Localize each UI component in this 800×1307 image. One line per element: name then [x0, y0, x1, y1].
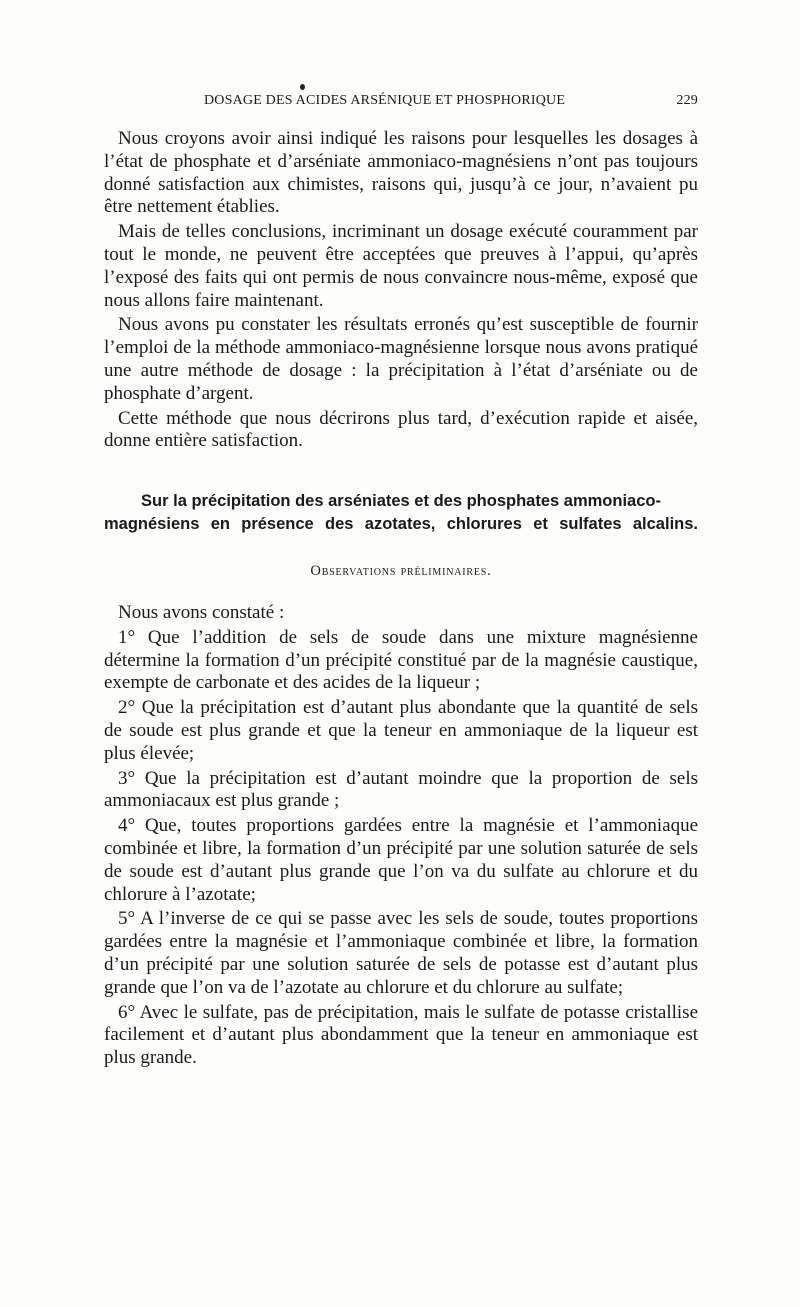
list-item: 6° Avec le sulfate, pas de précipitation, mais le sulfate de potasse cristallise facilement et d’autant plus abondamment que la teneur en ammoniaque est plus grande.	[104, 1001, 698, 1069]
list-item: 1° Que l’addition de sels de soude dans une mixture magnésienne détermine la formation d’un précipité constitué par de la magnésie caustique, exempte de carbonate et des acides de la liqueur ;	[104, 626, 698, 694]
list-item: 5° A l’inverse de ce qui se passe avec les sels de soude, toutes proportions gardées entre la magnésie et l’ammoniaque combinée et libre, la formation d’un précipité par une solution saturée de sels de potasse est d’autant plus grande que l’on va de l’azotate au chlorure et du chlorure au sulfate;	[104, 908, 698, 998]
paragraph: Nous avons pu constater les résultats erronés qu’est susceptible de fournir l’emploi de la méthode ammoniaco-magnésienne lorsque nous avons pratiqué une autre méthode de dosage : la précipitation à l’état d’arséniate ou de phosphate d’argent.	[104, 314, 698, 404]
paragraph: Cette méthode que nous décrirons plus tard, d’exécution rapide et aisée, donne entière satisfaction.	[104, 407, 698, 452]
page-number: 229	[676, 93, 698, 108]
section-heading-line: Sur la précipitation des arséniates et des phosphates ammoniaco-	[141, 492, 661, 510]
intro-text	[104, 128, 698, 455]
list-item: 4° Que, toutes proportions gardées entre la magnésie et l’ammoniaque combinée et libre, la formation d’un précipité par une solution saturée de sels de soude est d’autant plus grande que l’on va du sulfate au chlorure et du chlorure à l’azotate;	[104, 815, 698, 905]
list-item: Nous avons constaté :	[118, 602, 285, 623]
running-title: DOSAGE DES ACIDES ARSÉNIQUE ET PHOSPHORIQUE	[204, 93, 566, 108]
section-heading	[104, 490, 698, 536]
list-item: 3° Que la précipitation est d’autant moindre que la proportion de sels ammoniacaux est plus grande ;	[104, 767, 698, 812]
section-subheading	[104, 563, 698, 580]
subheading-text: Observations préliminaires.	[310, 563, 492, 579]
section-heading-line: magnésiens en présence des azotates, chlorures et sulfates alcalins.	[104, 515, 698, 533]
observations-list	[104, 602, 698, 1072]
list-item: 2° Que la précipitation est d’autant plus abondante que la quantité de sels de soude est plus grande et que la teneur en ammoniaque de la liqueur est plus élevée;	[104, 697, 698, 764]
ink-speck	[300, 84, 305, 90]
paragraph: Mais de telles conclusions, incriminant un dosage exécuté couramment par tout le monde, ne peuvent être acceptées que preuves à l’appui, qu’après l’exposé des faits qui ont permis de nous convaincre nous-même, exposé que nous allons faire maintenant.	[104, 221, 698, 311]
paragraph: Nous croyons avoir ainsi indiqué les raisons pour lesquelles les dosages à l’état de phosphate et d’arséniate ammoniaco-magnésiens n’ont pas toujours donné satisfaction aux chimistes, raisons qui, jusqu’à ce jour, n’avaient pu être nettement établies.	[104, 128, 698, 218]
